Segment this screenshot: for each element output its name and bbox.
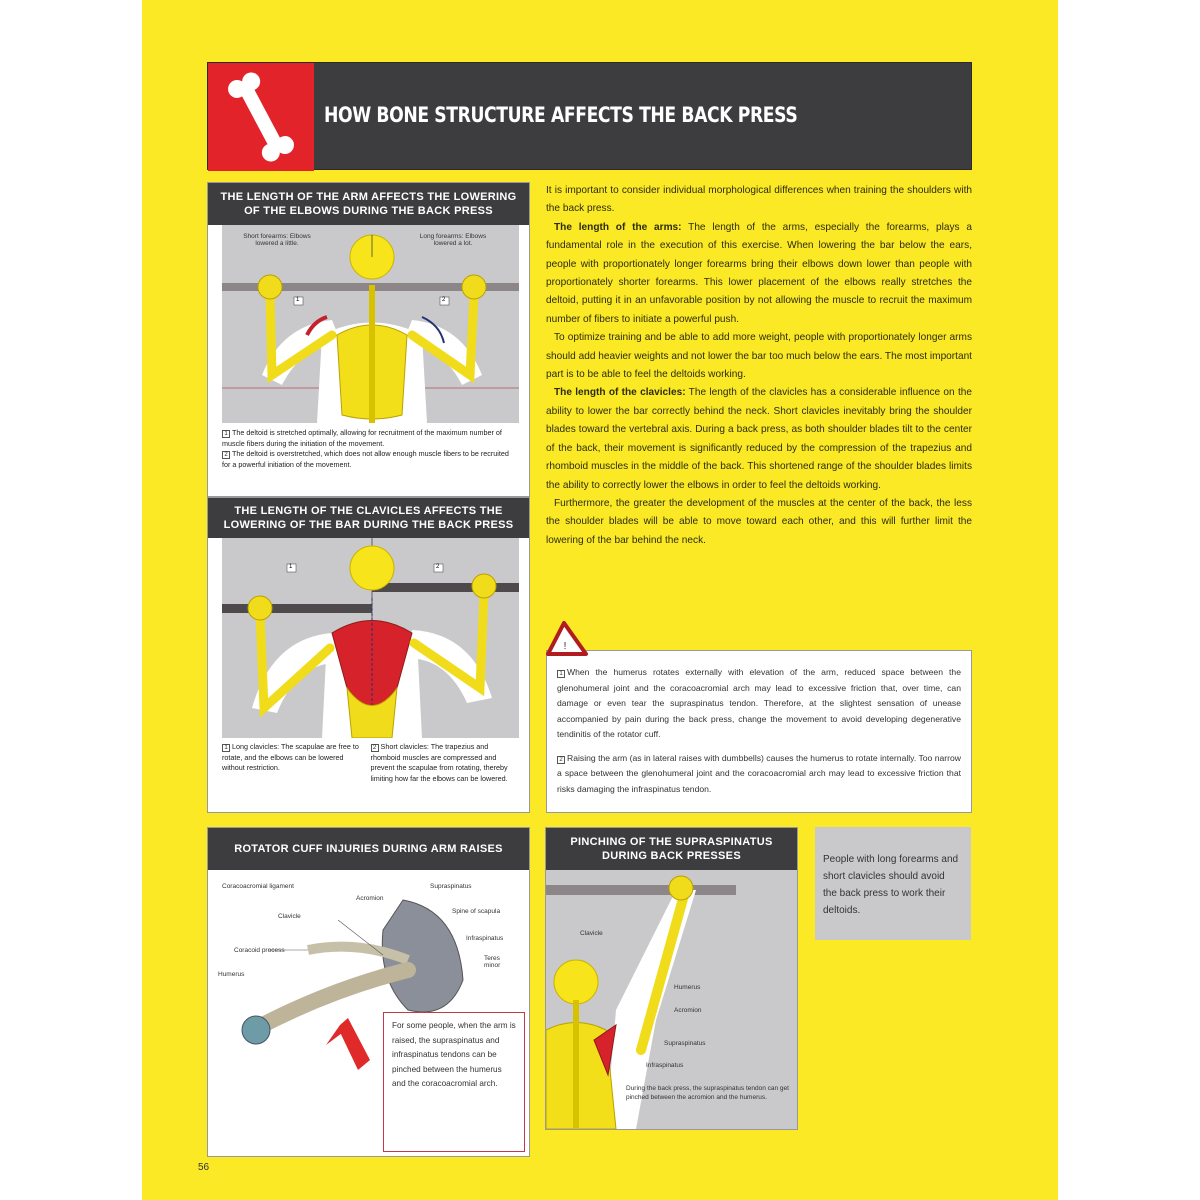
clavicle-length-figure (222, 538, 519, 738)
panel-title: THE LENGTH OF THE ARM AFFECTS THE LOWERING OF THE ELBOWS DURING THE BACK PRESS (208, 183, 529, 225)
panel-clavicle-length (207, 497, 530, 813)
label-acromion: Acromion (356, 895, 384, 902)
body-text (546, 182, 972, 550)
caption-1: 1 Long clavicles: The scapulae are free to rotate, and the elbows can be lowered without restriction. (222, 742, 359, 772)
svg-text:!: ! (563, 641, 567, 652)
paragraph-arms: The length of the arms: The length of the arms, especially the forearms, plays a fundamental role in the execution of this exercise. When lowering the bar below the ears, people with proportionately longer forearms bring their elbows down lower than people with proportionately shorter forearms. This lower placement of the elbows really stretches the deltoid, putting it in an unfavorable position by not allowing the muscle to recruit the maximum number of fibers to initiate a powerful push. (546, 221, 972, 325)
panel-title: ROTATOR CUFF INJURIES DURING ARM RAISES (208, 828, 529, 870)
paragraph-optimize: To optimize training and be able to add more weight, people with proportionately longer arms should add heavier weights and not lower the bar too much below the ears. The most important part is to be able to feel the deltoids working. (546, 332, 972, 381)
panel-title: PINCHING OF THE SUPRASPINATUS DURING BACK PRESSES (546, 828, 797, 870)
label-infraspinatus: Infraspinatus (646, 1062, 684, 1069)
label-clavicle: Clavicle (278, 913, 301, 920)
label-long-forearms: Long forearms: Elbows lowered a lot. (419, 233, 487, 247)
caption-2: 2 Short clavicles: The trapezius and rhomboid muscles are compressed and prevent the scapulae from rotating, thereby limiting how far the elbows can be lowered. (370, 742, 508, 783)
warning-triangle-icon (546, 620, 590, 658)
label-coracoacromial-ligament: Coracoacromial ligament (222, 883, 294, 890)
title-banner (207, 62, 972, 170)
panel-supraspinatus (545, 827, 798, 1130)
supraspinatus-caption: During the back press, the supraspinatus tendon can get pinched between the acromion and the humerus. (626, 1085, 789, 1101)
label-teres-minor: Teres minor (484, 955, 501, 969)
panel-arm-length (207, 182, 530, 497)
caption-1: 1 The deltoid is stretched optimally, allowing for recruitment of the maximum number of muscle fibers during the initiation of the movement. (222, 428, 502, 448)
clavicle-captions (208, 738, 529, 784)
bone-icon-box (208, 63, 314, 171)
label-humerus: Humerus (218, 971, 245, 978)
skeleton-trapezius-illustration (222, 538, 519, 738)
warning-item-1: 1 When the humerus rotates externally with elevation of the arm, reduced space between the glenohumeral joint and the coracoacromial arch may lead to excessive friction that, over time, can damage or even tear the supraspinatus tendon. Therefore, at the slightest sensation of unease accompanied by pain during the back press, change the movement to avoid developing degenerative tendinitis of the rotator cuff. (557, 667, 961, 739)
marker-1: 1 (296, 297, 300, 303)
label-coracoid-process: Coracoid process (234, 947, 285, 954)
paragraph-clavicles: The length of the clavicles: The length of the clavicles has a considerable influence on the ability to lower the bar correctly behind the neck. Short clavicles inevitably bring the shoulder blades toward the vertebral axis. During a back press, as both shoulder blades tilt to the center of the back, their movement is significantly reduced by the compression of the trapezius and rhomboid muscles in the middle of the back. This shortened range of the shoulder blades limits the ability to correctly lower the elbows in order to feel the deltoids working. (546, 387, 972, 491)
supraspinatus-figure (546, 870, 797, 1129)
label-humerus: Humerus (674, 984, 701, 991)
marker-1: 1 (289, 564, 293, 570)
label-acromion: Acromion (674, 1007, 702, 1014)
page-number: 56 (198, 1162, 210, 1173)
label-spine-of-scapula: Spine of scapula (452, 908, 501, 915)
bone-icon (208, 63, 314, 171)
callout-pinching-note: For some people, when the arm is raised, the supraspinatus and infraspinatus tendons can be pinched between the humerus and the coracoacromial arch. (383, 1012, 525, 1152)
panel-title: THE LENGTH OF THE CLAVICLES AFFECTS THE LOWERING OF THE BAR DURING THE BACK PRESS (208, 498, 529, 538)
label-supraspinatus: Supraspinatus (430, 883, 472, 890)
caption-2: 2 The deltoid is overstretched, which does not allow enough muscle fibers to be recruited for a powerful initiation of the movement. (222, 449, 509, 469)
warning-item-2: 2 Raising the arm (as in lateral raises with dumbbells) causes the humerus to rotate internally. Too narrow a space between the glenohumeral joint and the coracoacromial arch may lead to excessive friction that risks damaging the infraspinatus tendon. (557, 752, 961, 794)
marker-2: 2 (442, 297, 446, 303)
label-supraspinatus: Supraspinatus (664, 1040, 706, 1047)
warning-box (546, 650, 972, 813)
tip-box: People with long forearms and short clavicles should avoid the back press to work their deltoids. (815, 827, 971, 940)
paragraph-furthermore: Furthermore, the greater the development of the muscles at the center of the back, the less the shoulder blades will be able to move toward each other, and this will further limit the lowering of the bar behind the neck. (546, 497, 972, 546)
paragraph-intro: It is important to consider individual morphological differences when training the shoulders with the back press. (546, 185, 972, 215)
label-clavicle: Clavicle (580, 930, 603, 937)
label-short-forearms: Short forearms: Elbows lowered a little. (243, 233, 311, 247)
page-title: HOW BONE STRUCTURE AFFECTS THE BACK PRESS (324, 103, 798, 127)
label-infraspinatus: Infraspinatus (466, 935, 504, 942)
arm-length-figure (222, 225, 519, 423)
marker-2: 2 (436, 564, 440, 570)
skeleton-back-illustration (222, 225, 519, 423)
arm-length-captions (208, 423, 529, 470)
